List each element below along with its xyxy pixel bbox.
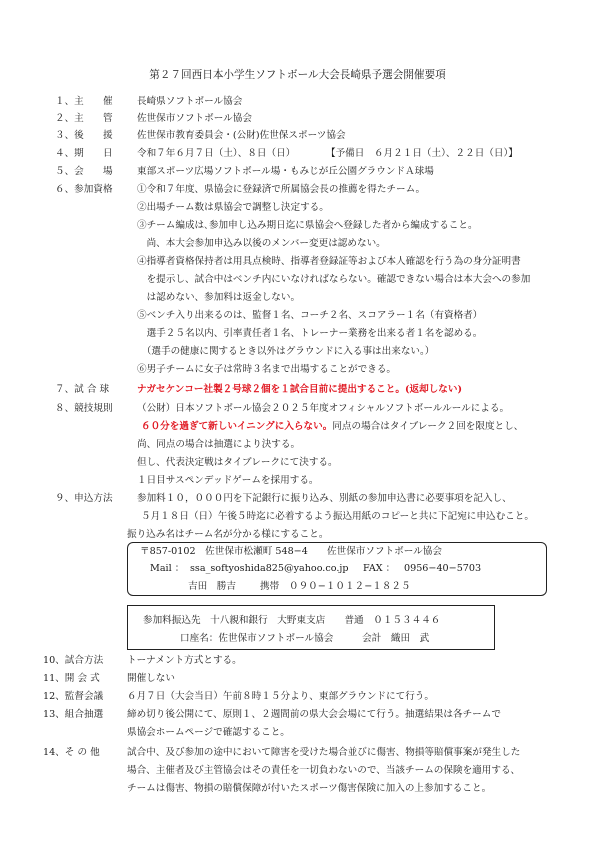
rules-line: 但し、代表決定戦はタイブレークにて決する。 bbox=[137, 457, 338, 468]
section-label-venue: ５、会 場 bbox=[55, 166, 113, 177]
section-label-opening: 11、開 会 式 bbox=[43, 673, 100, 684]
section-text-lottery: 締め切り後公開にて、原則１、２週間前の県大会会場にて行う。抽選結果は各チームで bbox=[127, 709, 501, 720]
section-label-format: 10、試合方法 bbox=[43, 655, 104, 666]
qualification-line: 尚、本大会参加申込み以後のメンバー変更は認めない。 bbox=[137, 238, 386, 249]
bank-account: 参加料振込先 十八親和銀行 大野東支店 普通 ０１５３４４６ bbox=[143, 615, 441, 626]
section-text-ball: ナガセケンコー社製２号球２個を１試合目前に提出すること。(返却しない) bbox=[137, 384, 462, 395]
section-text-opening: 開催しない bbox=[127, 673, 175, 684]
section-label-managers-meeting: 12、監督会議 bbox=[43, 691, 104, 702]
contact-fax-label: FAX ： bbox=[363, 563, 396, 574]
section-text-application: 参加料１０，０００円を下記銀行に振り込み、別紙の参加申込書に必要事項を記入し、 bbox=[137, 493, 512, 504]
other-line: チームは傷害、物損の賠償保障が付いたスポーツ傷害保険に加入の上参加すること。 bbox=[127, 783, 492, 794]
time-limit-highlight: ６０分を過ぎて新しいイニングに入らない。 bbox=[141, 421, 333, 432]
reserve-date: 【予備日 ６月２１日（土）、２２日（日）】 bbox=[326, 148, 518, 159]
section-label-qualification: ６、参加資格 bbox=[55, 184, 113, 195]
other-line: 場合、主催者及び主管協会はその責任を一切負わないので、当該チームの保険を適用する、 bbox=[127, 765, 521, 776]
rules-line: １日目サスペンデッドゲームを採用する。 bbox=[137, 475, 319, 486]
qualification-line: を提示し、試合中はベンチ内にいなければならない。確認できない場合は本大会への参加 bbox=[137, 274, 531, 285]
section-label-organizer: １、主 催 bbox=[55, 96, 113, 107]
section-text-venue: 東部スポーツ広場ソフトボール場・もみじが丘公園グラウンドＡ球場 bbox=[137, 166, 434, 177]
section-label-management: ２、主 管 bbox=[55, 113, 113, 124]
section-label-other: 14、そ の 他 bbox=[43, 747, 100, 758]
contact-name: 吉田 勝吉 bbox=[188, 581, 236, 592]
section-text-other: 試合中、及び参加の途中において障害を受けた場合並びに傷害、物損等賠償事案が発生した bbox=[127, 747, 521, 758]
section-text-support: 佐世保市教育委員会・(公財)佐世保スポーツ協会 bbox=[137, 130, 346, 141]
contact-mail[interactable]: ssa_softyoshida825@yahoo.co.jp bbox=[190, 563, 349, 574]
application-line: 振り込み名はチーム名が分かる様にすること。 bbox=[127, 529, 329, 540]
section-label-date: ４、期 日 bbox=[55, 148, 113, 159]
qualification-line: ④指導者資格保持者は用具点検時、指導者登録証等および本人確認を行う為の身分証明書 bbox=[137, 256, 521, 267]
contact-mobile-label: 携帯 bbox=[260, 581, 280, 592]
qualification-line: ②出場チーム数は県協会で調整し決定する。 bbox=[137, 202, 329, 213]
section-label-support: ３、後 援 bbox=[55, 130, 113, 141]
contact-mobile: ０９０−１０１２−１８２５ bbox=[289, 581, 411, 592]
section-label-lottery: 13、組合抽選 bbox=[43, 709, 104, 720]
qualification-line: ①令和７年度、県協会に登録済で所属協会長の推薦を得たチーム。 bbox=[137, 184, 426, 195]
qualification-line: は認めない、参加料は返金しない。 bbox=[137, 292, 301, 303]
section-label-application: ９、申込方法 bbox=[55, 493, 113, 504]
qualification-line: ⑤ベンチ入り出来るのは、監督１名、コーチ２名、スコアラー１名（有資格者） bbox=[137, 310, 483, 321]
section-label-ball: ７、試 合 球 bbox=[55, 384, 110, 395]
section-text-format: トーナメント方式とする。 bbox=[127, 655, 242, 666]
rules-line: 尚、同点の場合は抽選により決する。 bbox=[137, 439, 301, 450]
lottery-line: 県協会ホームページで確認すること。 bbox=[127, 727, 290, 738]
section-text-organizer: 長崎県ソフトボール協会 bbox=[137, 96, 243, 107]
section-label-rules: ８、競技規則 bbox=[55, 403, 113, 414]
section-text-date: 令和７年６月７日（土）、８日（日） bbox=[137, 148, 296, 159]
contact-mail-label: Mail ： bbox=[150, 563, 185, 574]
tiebreak-rule: 同点の場合はタイブレーク２回を限度とし、 bbox=[332, 421, 524, 432]
qualification-line: ⑥男子チームに女子は常時３名まで出場することができる。 bbox=[137, 364, 397, 375]
qualification-line: 選手２５名以内、引率責任者１名、トレーナー業務を出来る者１名を認める。 bbox=[137, 328, 483, 339]
bank-account-name: 口座名：佐世保市ソフトボール協会 会計 織田 武 bbox=[180, 633, 430, 644]
section-text-rules: （公財）日本ソフトボール協会２０２５年度オフィシャルソフトボールルールによる。 bbox=[137, 403, 510, 414]
qualification-line: （選手の健康に関するとき以外はグラウンドに入る事は出来ない。） bbox=[137, 346, 435, 357]
qualification-line: ③チーム編成は､参加申し込み期日迄に県協会へ登録した者から編成すること。 bbox=[137, 220, 478, 231]
section-text-managers-meeting: ６月７日（大会当日）午前８時１５分より、東部グラウンドにて行う。 bbox=[127, 691, 434, 702]
page-title: 第２７回西日本小学生ソフトボール大会長崎県予選会開催要項 bbox=[149, 69, 446, 81]
application-line: ５月１８日（日）午後５時迄に必着するよう振込用紙のコピーと共に下記宛に申込むこと。 bbox=[141, 511, 534, 522]
contact-address: 〒857-0102 佐世保市松瀬町 548−4 佐世保市ソフトボール協会 bbox=[140, 546, 442, 557]
time-limit-rule bbox=[141, 420, 523, 433]
contact-fax: 0956−40−5703 bbox=[404, 563, 482, 574]
section-text-management: 佐世保市ソフトボール協会 bbox=[137, 113, 252, 124]
